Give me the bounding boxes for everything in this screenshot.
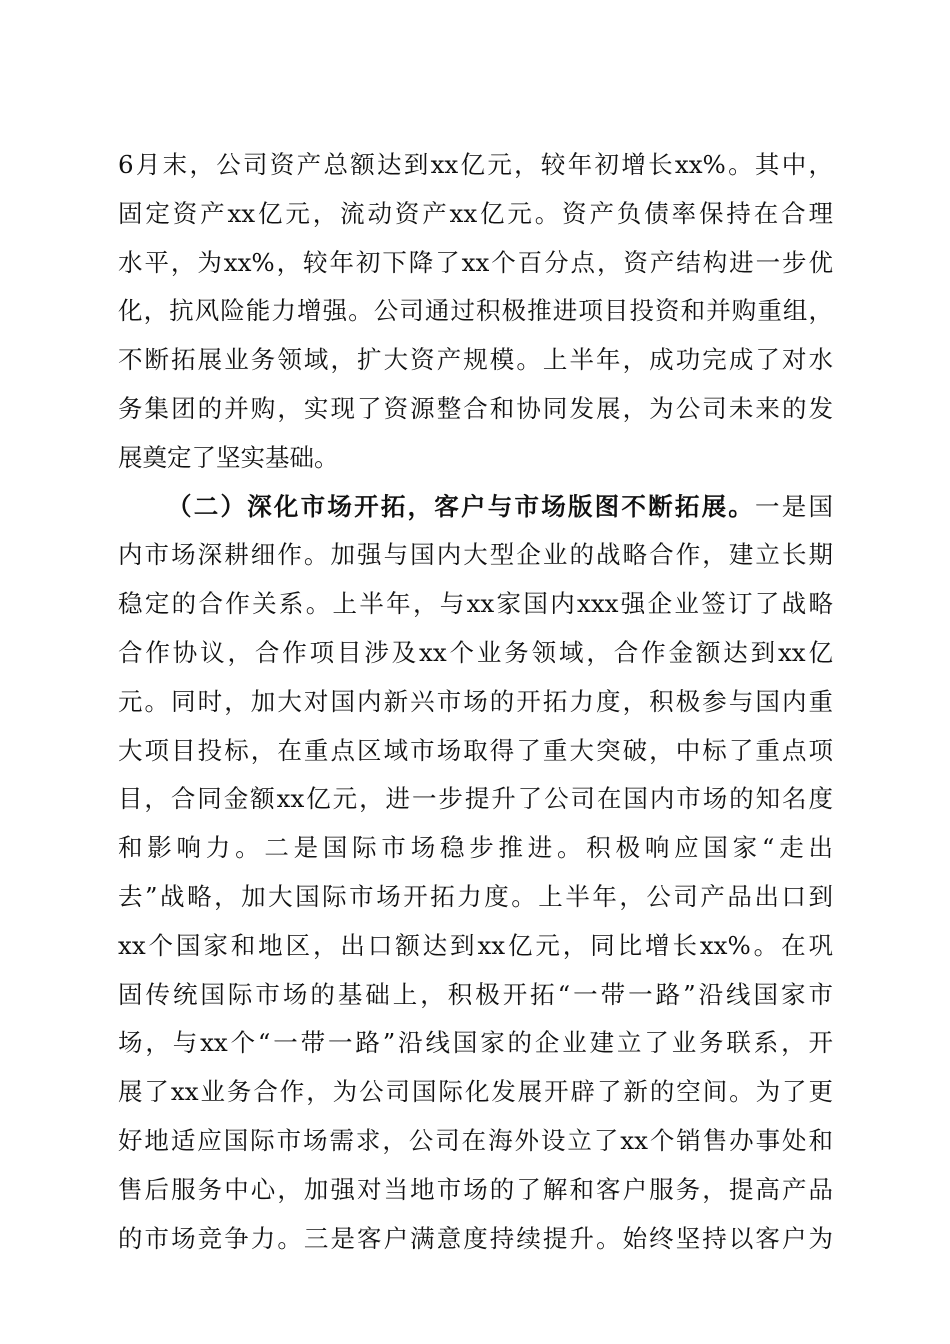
text-line: 合作协议，合作项目涉及xx个业务领域，合作金额达到xx亿 — [118, 637, 833, 667]
text-line: 内市场深耕细作。加强与国内大型企业的战略合作，建立长期 — [118, 540, 833, 570]
text-line: 务集团的并购，实现了资源整合和协同发展，为公司未来的发 — [118, 393, 833, 423]
text-line: 去”战略，加大国际市场开拓力度。上半年，公司产品出口到 — [118, 881, 833, 911]
text-line: 固传统国际市场的基础上，积极开拓“一带一路”沿线国家市 — [118, 979, 833, 1009]
text-line: 的市场竞争力。三是客户满意度持续提升。始终坚持以客户为 — [118, 1223, 833, 1253]
text-line: 不断拓展业务领域，扩大资产规模。上半年，成功完成了对水 — [118, 345, 833, 375]
text-line: xx个国家和地区，出口额达到xx亿元，同比增长xx%。在巩 — [118, 930, 833, 960]
text-line: 和影响力。二是国际市场稳步推进。积极响应国家“走出 — [118, 833, 833, 863]
text-line: 稳定的合作关系。上半年，与xx家国内xxx强企业签订了战略 — [118, 589, 833, 619]
text-line: 目，合同金额xx亿元，进一步提升了公司在国内市场的知名度 — [118, 784, 833, 814]
text-line: 大项目投标，在重点区域市场取得了重大突破，中标了重点项 — [118, 735, 833, 765]
paragraph-first-line — [118, 483, 833, 532]
document-body — [118, 141, 833, 1263]
text-line: 好地适应国际市场需求，公司在海外设立了xx个销售办事处和 — [118, 1125, 833, 1155]
section-heading: （二）深化市场开拓，客户与市场版图不断拓展。 — [167, 491, 756, 521]
text-line: 展了xx业务合作，为公司国际化发展开辟了新的空间。为了更 — [118, 1077, 833, 1107]
text-line: 6月末，公司资产总额达到xx亿元，较年初增长xx%。其中， — [118, 150, 833, 179]
text-line: 元。同时，加大对国内新兴市场的开拓力度，积极参与国内重 — [118, 686, 833, 716]
heading-line-rest: 一是国 — [755, 491, 833, 521]
text-line: 场，与xx个“一带一路”沿线国家的企业建立了业务联系，开 — [118, 1028, 833, 1058]
text-line: 化，抗风险能力增强。公司通过积极推进项目投资和并购重组， — [118, 296, 833, 326]
text-line: 固定资产xx亿元，流动资产xx亿元。资产负债率保持在合理 — [118, 198, 833, 228]
text-line: 展奠定了坚实基础。 — [118, 442, 339, 472]
text-line: 售后服务中心，加强对当地市场的了解和客户服务，提高产品 — [118, 1174, 833, 1204]
text-line: 水平，为xx%，较年初下降了xx个百分点，资产结构进一步优 — [118, 247, 833, 277]
